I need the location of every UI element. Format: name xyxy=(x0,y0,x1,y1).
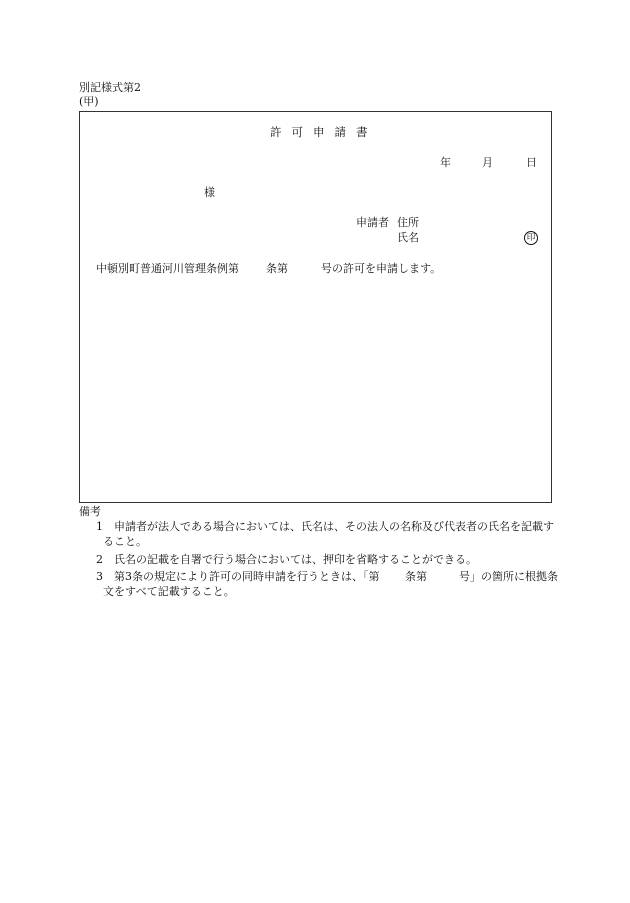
date-year-label: 年 xyxy=(440,156,451,169)
note-3-line1-a: 第3条の規定により許可の同時申請を行うときは、「第 xyxy=(114,570,380,583)
applicant-label: 申請者 xyxy=(356,216,389,229)
form-variant: (甲) xyxy=(79,95,99,108)
note-1-line2: ること。 xyxy=(103,535,147,548)
body-text-part2: 条第 xyxy=(266,262,288,275)
note-2-number: 2 xyxy=(96,553,103,566)
date-day-label: 日 xyxy=(526,156,537,169)
note-3-number: 3 xyxy=(96,570,103,583)
note-3-line1-c: 号」の箇所に根拠条 xyxy=(459,570,558,583)
note-1-number: 1 xyxy=(96,520,103,533)
form-title: 許可申請書 xyxy=(270,125,378,139)
applicant-name-label: 氏名 xyxy=(397,231,419,244)
date-month-label: 月 xyxy=(482,156,493,169)
body-text-part1: 中頓別町普通河川管理条例第 xyxy=(96,262,239,275)
addressee-suffix: 様 xyxy=(204,186,215,199)
note-2-line1: 氏名の記載を自署で行う場合においては、押印を省略することができる。 xyxy=(114,553,477,566)
note-3-line1-b: 条第 xyxy=(405,570,427,583)
body-text-part3: 号の許可を申請します。 xyxy=(321,262,442,275)
seal-mark: 印 xyxy=(524,231,538,245)
note-3-line2: 文をすべて記載すること。 xyxy=(103,585,235,598)
form-number: 別記様式第2 xyxy=(79,81,141,94)
note-1-line1: 申請者が法人である場合においては、氏名は、その法人の名称及び代表者の氏名を記載す xyxy=(114,520,554,533)
notes-heading: 備考 xyxy=(79,505,101,518)
applicant-address-label: 住所 xyxy=(397,216,419,229)
